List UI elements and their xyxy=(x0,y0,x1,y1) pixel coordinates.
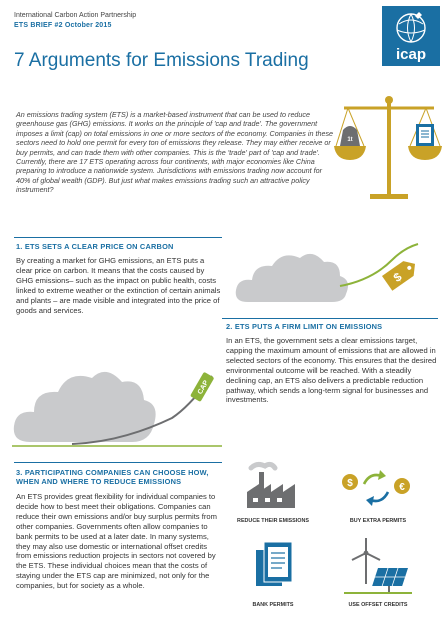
section-3-body: An ETS provides great flexibility for individual companies to decide how to best meet their obligations. Companies can reduce their own emissions and/or buy surplus permits from other companies. Governments often allow companies to bank permits to be used at a later date. In many systems, they may also use domestic or international offset credits from emissions reduction projects in sectors not covered by the ETS. These individual choices mean that the costs of staying under the ETS cap are minimized, not only for the companies, but for society as a whole. xyxy=(16,492,217,591)
dollar-sign: $ xyxy=(390,269,405,285)
price-tag-icon xyxy=(382,256,420,290)
section-3-rule xyxy=(14,462,222,463)
brief-label: ETS BRIEF #2 October 2015 xyxy=(14,22,112,29)
cap-tag-icon xyxy=(190,372,214,402)
organization-name: International Carbon Action Partnership xyxy=(14,12,137,19)
cloud-cap-illustration xyxy=(12,346,222,456)
section-2-heading: 2. ETS PUTS A FIRM LIMIT ON EMISSIONS xyxy=(226,322,383,331)
cloud-price-tag-illustration xyxy=(232,240,442,315)
weight-label: 1t xyxy=(347,137,353,143)
option-bank-label: BANK PERMITS xyxy=(252,602,294,608)
permit-document-icon xyxy=(416,124,434,146)
icap-logo xyxy=(382,6,440,66)
solar-panel-icon xyxy=(372,568,408,586)
section-3-heading-line-2: WHEN AND WHERE TO REDUCE EMISSIONS xyxy=(16,477,182,486)
dollar-coin-icon: $ xyxy=(347,478,353,489)
option-buy-label: BUY EXTRA PERMITS xyxy=(349,518,407,524)
balance-scale-illustration xyxy=(334,86,444,206)
section-1-body: By creating a market for GHG emissions, an ETS puts a clear price on carbon. It means that the costs caused by GHG emissions– such as the impact on public health, costs linked to extreme weather or the extinction of certain animals and plants – are made visible and integrated into the price of goods and services. xyxy=(16,256,221,315)
euro-coin-icon: € xyxy=(399,482,405,493)
buy-permits-icon xyxy=(340,468,416,508)
section-3-heading-line-1: 3. PARTICIPATING COMPANIES CAN CHOOSE HOW, xyxy=(16,468,209,477)
intro-paragraph: An emissions trading system (ETS) is a market-based instrument that can be used to reduce greenhouse gas (GHG) emissions. It works on the principle of 'cap and trade'. The government imposes a limit (cap) on total emissions in one or more sectors of the economy. Companies in these sectors need to hold one permit for every ton of emissions they release. They may either receive or buy permits, and can trade them with other companies. This is the 'trade' part of 'cap and trade'. Currently, there are 17 ETS operating across four continents, with major economies like China preparing to introduce a nationwide system. Jurisdictions with emissions trading now account for 40% of global wealth (GDP). But just what makes emissions trading such an attractive policy instrument? xyxy=(16,110,334,195)
logo-text: icap xyxy=(395,46,427,63)
option-offset-label: USE OFFSET CREDITS xyxy=(348,602,408,608)
section-2-rule xyxy=(222,318,438,319)
option-reduce-label: REDUCE THEIR EMISSIONS xyxy=(237,518,309,524)
section-1-heading: 1. ETS SETS A CLEAR PRICE ON CARBON xyxy=(16,242,174,251)
bank-permits-icon xyxy=(254,540,294,592)
page-title: 7 Arguments for Emissions Trading xyxy=(14,50,309,71)
offset-credits-icon xyxy=(344,538,412,594)
factory-icon xyxy=(243,462,303,510)
cap-label: CAP xyxy=(196,379,211,396)
section-3-heading xyxy=(16,468,228,486)
section-1-rule xyxy=(14,237,222,238)
section-2-body: In an ETS, the government sets a clear emissions target, capping the maximum amount of emissions that are allowed in selected sectors of the economy. This ensures that the desired environmental outcome will be reached. With a steadily declining cap, an ETS also delivers a predictable reduction pathway, which sends a long-term signal for businesses and investments. xyxy=(226,336,437,405)
